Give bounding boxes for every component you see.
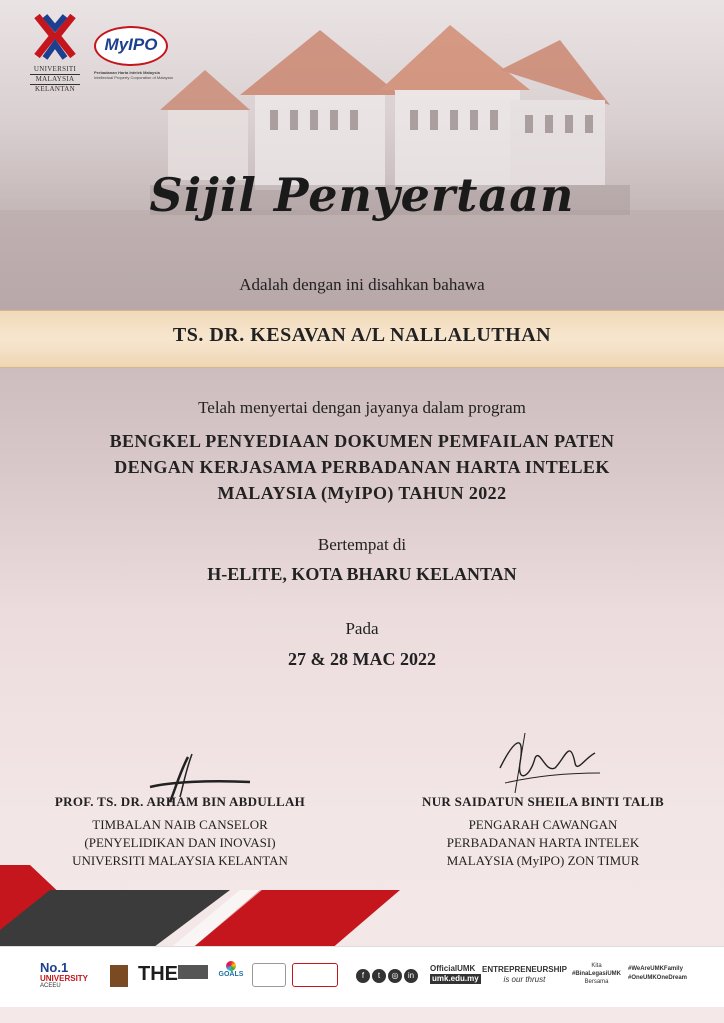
recipient-name: TS. DR. KESAVAN A/L NALLALUTHAN <box>172 324 552 346</box>
impact-rankings-icon <box>178 965 208 979</box>
venue: H-ELITE, KOTA BHARU KELANTAN <box>207 564 517 584</box>
program-line: BENGKEL PENYEDIAAN DOKUMEN PEMFAILAN PATEN <box>109 431 615 451</box>
myipo-subtitle: Perbadanan Harta Intelek Malaysia <box>94 70 160 75</box>
partner-logo-icon <box>292 963 338 987</box>
social-icons <box>356 967 420 985</box>
left-signatory <box>40 794 320 870</box>
umk-logo <box>30 14 80 94</box>
myipo-logo-text: MyIPO <box>104 35 158 54</box>
sdg-logo <box>216 961 246 978</box>
program-line: MALAYSIA (MyIPO) TAHUN 2022 <box>217 483 507 503</box>
entrepreneurship-text: ENTREPRENEURSHIP <box>482 965 567 974</box>
website-text: umk.edu.my <box>432 974 479 983</box>
linkedin-icon[interactable]: in <box>404 969 418 983</box>
program-title <box>0 428 724 506</box>
intro-text: Adalah dengan ini disahkan bahawa <box>239 275 485 294</box>
venue-label: Bertempat di <box>317 535 407 554</box>
program-line: DENGAN KERJASAMA PERBADANAN HARTA INTELEK <box>114 457 610 477</box>
right-signatory <box>398 794 688 870</box>
right-role-line: PERBADANAN HARTA INTELEK <box>446 835 640 850</box>
hashtags <box>628 965 687 983</box>
right-role-line: MALAYSIA (MyIPO) ZON TIMUR <box>446 853 640 868</box>
left-role-line: UNIVERSITI MALAYSIA KELANTAN <box>72 853 288 868</box>
bersama-text: Bersama <box>584 979 609 985</box>
official-handle <box>430 964 481 984</box>
right-signature-icon <box>495 728 605 798</box>
left-role-line: TIMBALAN NAIB CANSELOR <box>92 817 268 832</box>
right-role-line: PENGARAH CAWANGAN <box>468 817 618 832</box>
aceeu-text: ACEEU <box>40 983 61 989</box>
tagline-text: is our thrust <box>503 975 546 984</box>
bina-legasi-text: #BinaLegasiUMK <box>572 971 622 977</box>
umk-emblem-icon <box>33 14 77 60</box>
university-text: UNIVERSITY <box>40 974 89 983</box>
no1-text: No.1 <box>40 960 69 975</box>
entrepreneurship-slogan <box>482 965 567 985</box>
goals-text: GOALS <box>218 971 244 978</box>
decorative-stripes <box>0 860 724 950</box>
umk-logo-line: UNIVERSITI <box>33 65 77 73</box>
joined-text: Telah menyertai dengan jayanya dalam program <box>198 398 526 417</box>
facebook-icon[interactable]: f <box>356 969 370 983</box>
certificate-title: Sijil Penyertaan <box>149 168 575 222</box>
award-badge-icon <box>110 965 128 987</box>
instagram-icon[interactable]: ◎ <box>388 969 402 983</box>
footer-bar <box>0 946 724 1007</box>
hashtag-1: #WeAreUMKFamily <box>628 966 683 972</box>
the-ranking-logo: THE <box>138 963 178 985</box>
myipo-subtitle2: Intellectual Property Corporation of Malaysia <box>94 75 173 80</box>
twitter-icon[interactable]: t <box>372 969 386 983</box>
kita-text: Kita <box>591 963 602 969</box>
date-label: Pada <box>345 619 379 638</box>
left-signatory-name: PROF. TS. DR. ARHAM BIN ABDULLAH <box>54 794 306 809</box>
left-role-line: (PENYELIDIKAN DAN INOVASI) <box>84 835 276 850</box>
event-date: 27 & 28 MAC 2022 <box>288 649 436 669</box>
official-handle-text: OfficialUMK <box>430 964 476 973</box>
certification-badge-icon <box>252 963 286 987</box>
umk-logo-line: MALAYSIA <box>30 74 80 85</box>
right-signatory-name: NUR SAIDATUN SHEILA BINTI TALIB <box>422 794 664 809</box>
hashtag-2: #OneUMKOneDream <box>628 975 688 981</box>
umk-logo-line: KELANTAN <box>35 85 75 93</box>
bina-legasi-badge <box>572 962 621 986</box>
no1-university-badge <box>40 961 98 989</box>
myipo-logo <box>94 26 176 80</box>
sdg-wheel-icon <box>226 961 236 971</box>
